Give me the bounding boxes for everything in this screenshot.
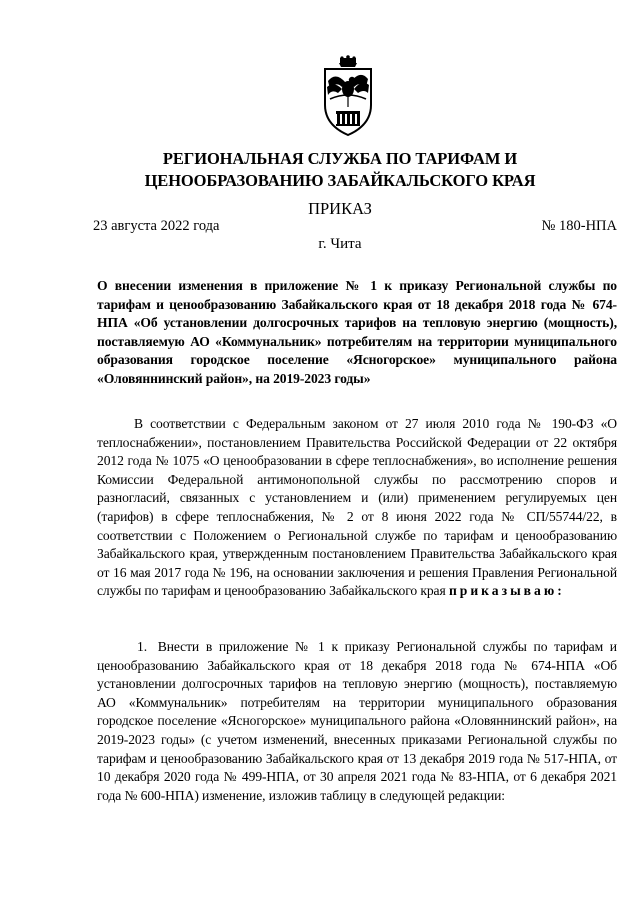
document-date: 23 августа 2022 года	[93, 218, 220, 234]
item-1-paragraph	[97, 638, 617, 805]
preamble-text: В соответствии с Федеральным законом от 27 июля 2010 года № 190-ФЗ «О теплоснабжении», постановлением Правительства Российской Федерации от 22 октября 2012 года № 1075 «О ценообразовании в сфере теплоснабжения», во исполнение решения Комиссии Федеральной антимонопольной службы по рассмотрению споров и разногласий, связанных с установлением и (или) применением регулируемых цен (тарифов) в сфере теплоснабжения, № 2 от 8 июня 2022 года № СП/55744/22, в соответствии с Положением о Региональной службе по тарифам и ценообразованию Забайкальского края, утвержденным постановлением Правительства Забайкальского края от 16 мая 2017 года № 196, на основании заключения и решения Правления Региональной службы по тарифам и ценообразованию Забайкальского края	[97, 416, 617, 599]
item-1-text: Внести в приложение № 1 к приказу Региональной службы по тарифам и ценообразованию Забайкальского края от 18 декабря 2018 года № 674-НПА «Об установлении долгосрочных тарифов на тепловую энергию (мощность), поставляемую АО «Коммунальник» потребителям на территории муниципального образования городское поселение «Ясногорское» муниципального района «Оловяннинский район», на 2019-2023 годы» (с учетом изменений, внесенных приказами Региональной службы по тарифам и ценообразованию Забайкальского края от 13 декабря 2019 года № 517-НПА, от 10 декабря 2020 года № 499-НПА, от 30 апреля 2021 года № 83-НПА, от 6 декабря 2021 года № 600-НПА) изменение, изложив таблицу в следующей редакции:	[97, 639, 617, 803]
order-word: приказываю:	[448, 583, 565, 599]
document-city: г. Чита	[318, 236, 362, 252]
document-subject: О внесении изменения в приложение № 1 к приказу Региональной службы по тарифам и ценообразованию Забайкальского края от 18 декабря 2018 года № 674-НПА «Об установлении долгосрочных тарифов на тепловую энергию (мощность), поставляемую АО «Коммунальник» потребителям на территории муниципального образования городское поселение «Ясногорское» муниципального района «Оловяннинский район», на 2019-2023 годы»	[97, 278, 617, 386]
agency-name-line-1: РЕГИОНАЛЬНАЯ СЛУЖБА ПО ТАРИФАМ И	[162, 149, 518, 168]
zabaikalsky-krai-coat-of-arms-icon	[312, 55, 384, 137]
document-number: № 180-НПА	[541, 218, 617, 234]
agency-name	[90, 148, 590, 192]
preamble-paragraph	[97, 415, 617, 601]
document-type: ПРИКАЗ	[308, 199, 372, 218]
agency-name-line-2: ЦЕНООБРАЗОВАНИЮ ЗАБАЙКАЛЬСКОГО КРАЯ	[144, 171, 536, 190]
item-1-number: 1.	[137, 639, 147, 654]
